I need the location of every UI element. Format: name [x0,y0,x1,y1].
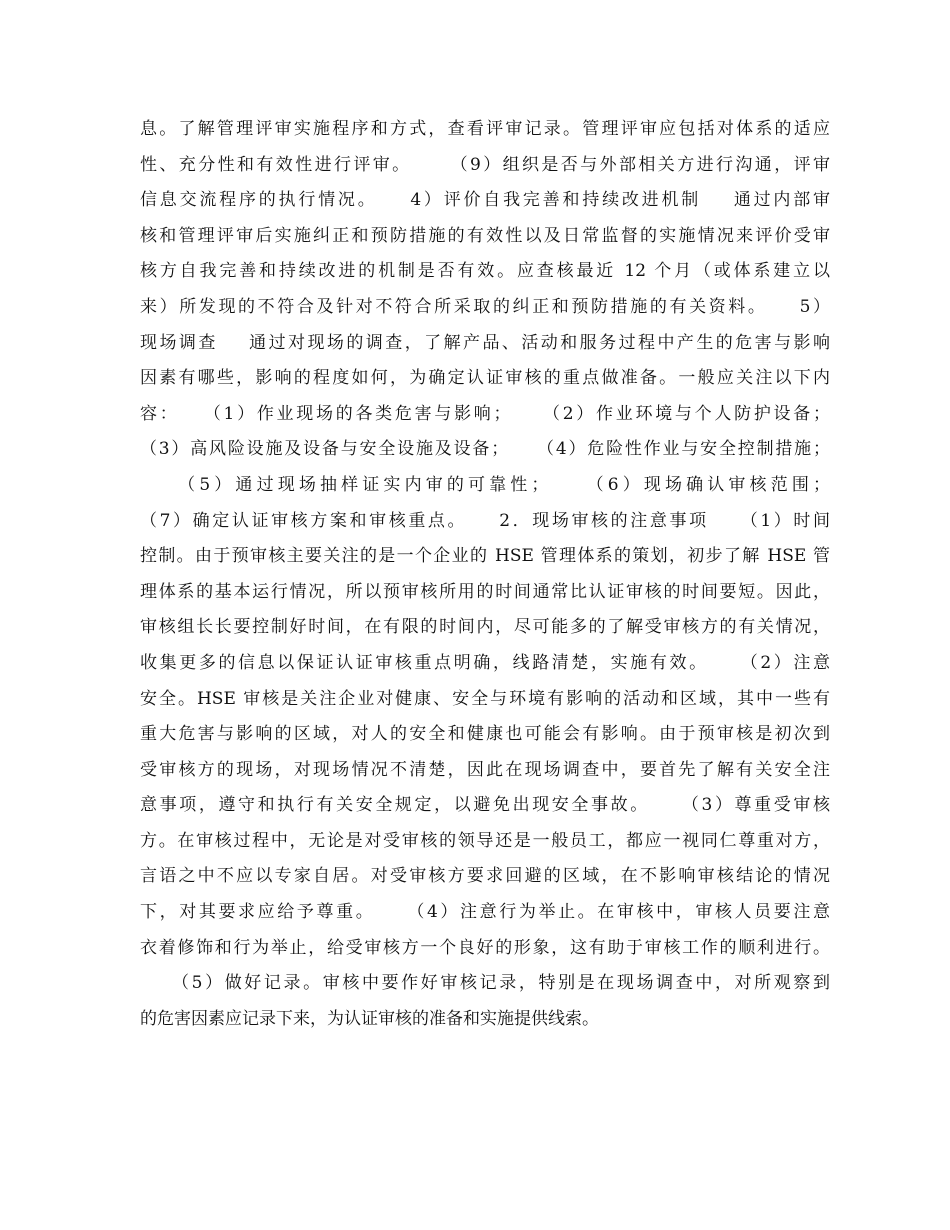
text-line: （5）做好记录。审核中要作好审核记录，特别是在现场调查中，对所观察到 [140,973,830,994]
text-line: 控制。由于预审核主要关注的是一个企业的 HSE 管理体系的策划，初步了解 HSE 管 [140,546,830,567]
text-line: 方。在审核过程中，无论是对受审核的领导还是一般员工，都应一视同仁尊重对方， [140,830,830,851]
text-line: 审核组长长要控制好时间，在有限的时间内，尽可能多的了解受审核方的有关情况， [140,617,830,638]
text-line: 安全。HSE 审核是关注企业对健康、安全与环境有影响的活动和区域，其中一些有 [140,688,830,709]
text-line: 受审核方的现场，对现场情况不清楚，因此在现场调查中，要首先了解有关安全注 [140,759,830,780]
text-line: 因素有哪些，影响的程度如何，为确定认证审核的重点做准备。一般应关注以下内 [140,368,830,389]
text-line: 言语之中不应以专家自居。对受审核方要求回避的区域，在不影响审核结论的情况 [140,866,830,887]
text-line: 信息交流程序的执行情况。 4）评价自我完善和持续改进机制 通过内部审 [140,190,830,211]
text-line: 下，对其要求应给予尊重。 （4）注意行为举止。在审核中，审核人员要注意 [140,902,830,923]
text-line: （5）通过现场抽样证实内审的可靠性； （6）现场确认审核范围； [140,474,830,495]
body-text [140,112,830,1037]
text-line: 息。了解管理评审实施程序和方式，查看评审记录。管理评审应包括对体系的适应 [140,119,830,139]
text-line: （7）确定认证审核方案和审核重点。 2．现场审核的注意事项 （1）时间 [140,510,830,531]
text-line: 的危害因素应记录下来，为认证审核的准备和实施提供线索。 [140,1008,599,1029]
text-line: 核和管理评审后实施纠正和预防措施的有效性以及日常监督的实施情况来评价受审 [140,225,830,246]
text-line: 来）所发现的不符合及针对不符合所采取的纠正和预防措施的有关资料。 5） [140,296,830,317]
text-line: 收集更多的信息以保证认证审核重点明确，线路清楚，实施有效。 （2）注意 [140,652,830,673]
text-line: 重大危害与影响的区域，对人的安全和健康也可能会有影响。由于预审核是初次到 [140,724,830,745]
text-line: 容： （1）作业现场的各类危害与影响； （2）作业环境与个人防护设备； [140,403,830,424]
text-line: 理体系的基本运行情况，所以预审核所用的时间通常比认证审核的时间要短。因此， [140,581,830,602]
text-line: （3）高风险设施及设备与安全设施及设备； （4）危险性作业与安全控制措施； [140,439,830,460]
text-line: 现场调查 通过对现场的调查，了解产品、活动和服务过程中产生的危害与影响 [140,332,830,353]
text-line: 性、充分性和有效性进行评审。 （9）组织是否与外部相关方进行沟通，评审 [140,154,830,175]
text-line: 意事项，遵守和执行有关安全规定，以避免出现安全事故。 （3）尊重受审核 [140,795,830,816]
text-line: 衣着修饰和行为举止，给受审核方一个良好的形象，这有助于审核工作的顺利进行。 [140,937,830,958]
text-line: 核方自我完善和持续改进的机制是否有效。应查核最近 12 个月（或体系建立以 [140,261,830,282]
